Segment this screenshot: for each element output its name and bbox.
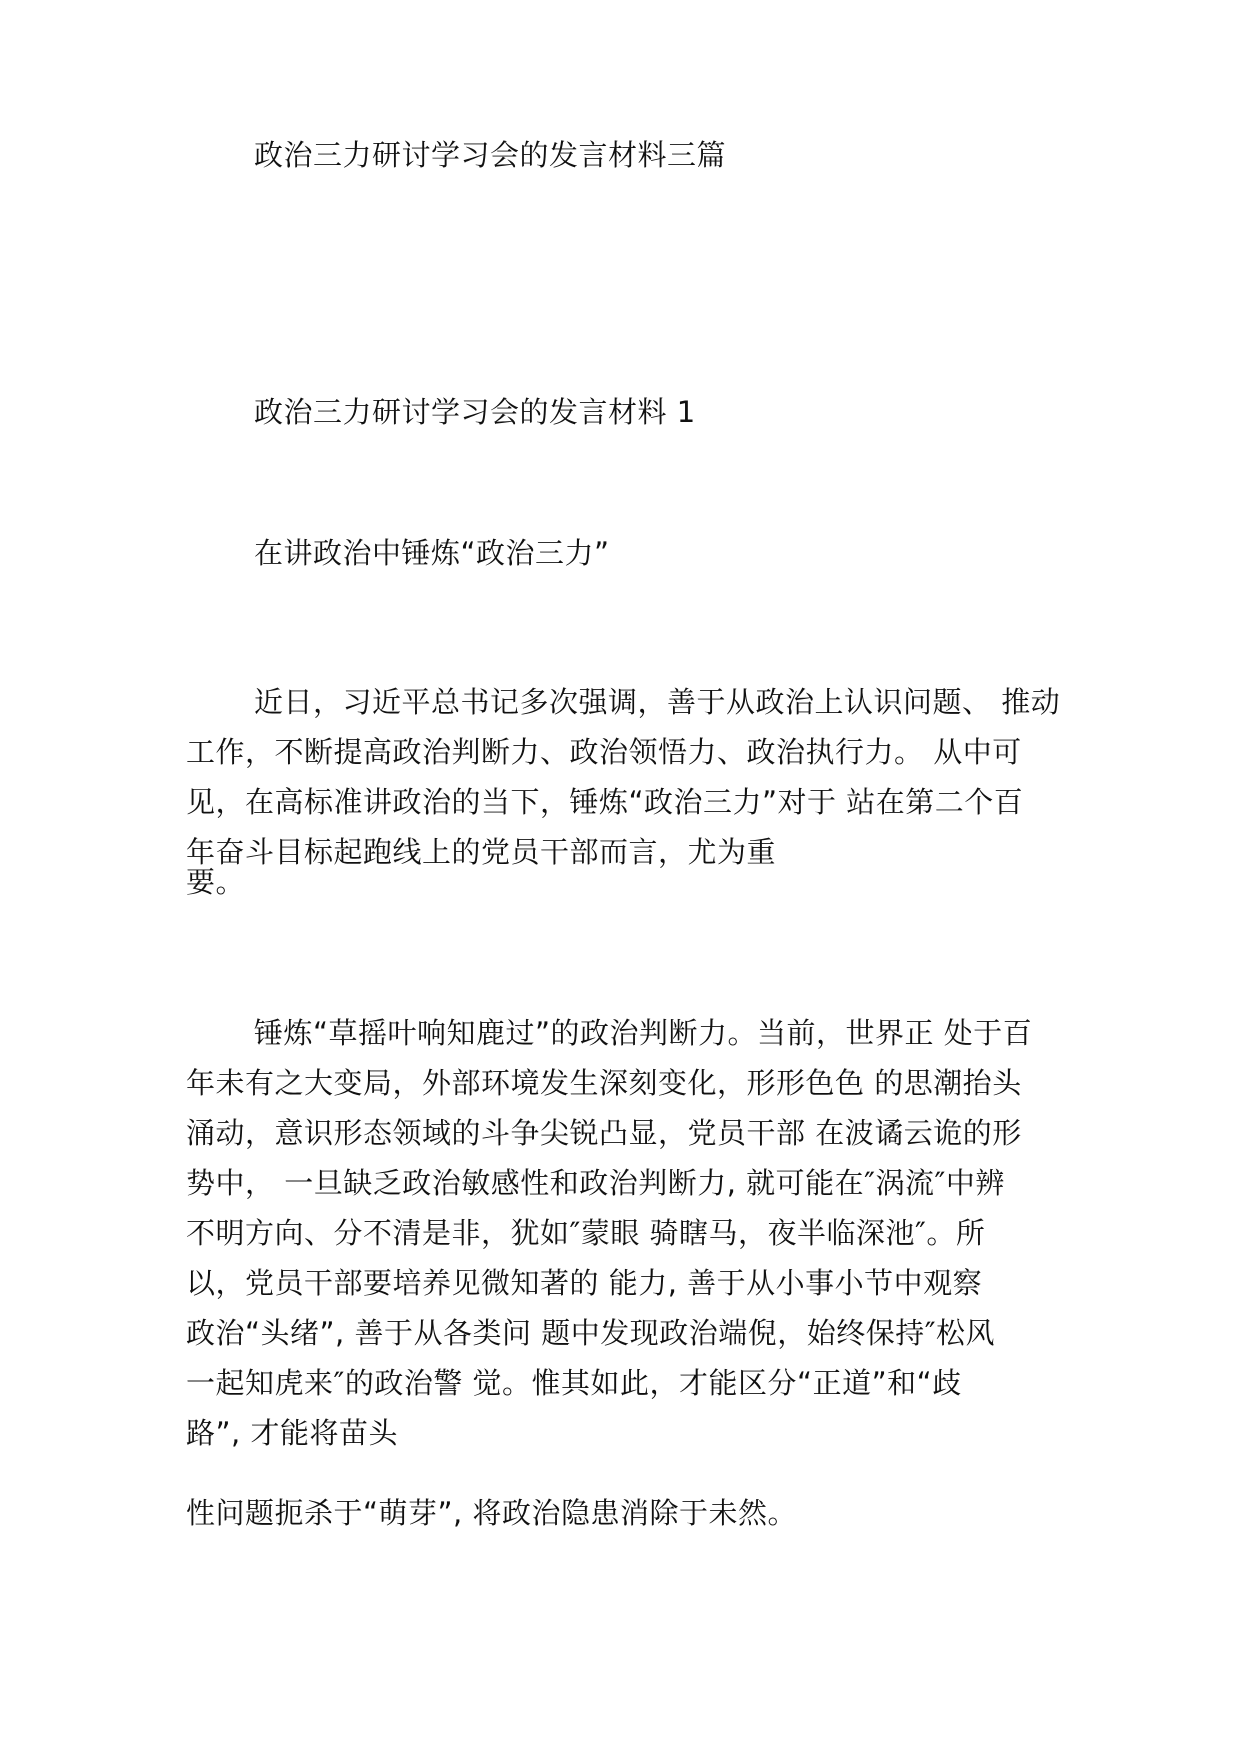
paragraph-2-line: 年未有之大变局，外部环境发生深刻变化，形形色色 的思潮抬头 <box>186 1066 1022 1100</box>
paragraph-2-line: 一起知虎来″的政治警 觉。惟其如此，才能区分“正道”和“歧 <box>186 1366 962 1400</box>
document-title: 政治三力研讨学习会的发言材料三篇 <box>254 138 727 172</box>
paragraph-2-line: 政治“头绪”, 善于从各类问 题中发现政治端倪，始终保持″松风 <box>186 1316 996 1350</box>
paragraph-2-line: 不明方向、分不清是非，犹如″蒙眼 骑瞎马，夜半临深池″。所 <box>186 1216 986 1250</box>
paragraph-2-line: 路”, 才能将苗头 <box>186 1416 398 1450</box>
paragraph-2-line: 锤炼“草摇叶响知鹿过”的政治判断力。当前，世界正 处于百 <box>254 1016 1033 1050</box>
paragraph-2-line: 涌动，意识形态领域的斗争尖锐凸显，党员干部 在波谲云诡的形 <box>186 1116 1022 1150</box>
paragraph-1-line: 见，在高标准讲政治的当下，锤炼“政治三力”对于 站在第二个百 <box>186 785 1024 819</box>
paragraph-1-line: 年奋斗目标起跑线上的党员干部而言，尤为重 <box>186 835 777 869</box>
subtitle: 在讲政治中锤炼“政治三力” <box>254 536 610 570</box>
paragraph-1-line: 近日，习近平总书记多次强调，善于从政治上认识问题、 推动 <box>254 685 1061 719</box>
paragraph-1-tail: 要。 <box>186 865 246 899</box>
paragraph-2-tail: 性问题扼杀于“萌芽”, 将政治隐患消除于未然。 <box>186 1496 797 1530</box>
paragraph-1 <box>186 677 1066 877</box>
paragraph-1-line: 工作，不断提高政治判断力、政治领悟力、政治执行力。 从中可 <box>186 735 1022 769</box>
paragraph-2-line: 势中， 一旦缺乏政治敏感性和政治判断力, 就可能在″涡流″中辨 <box>186 1166 1005 1200</box>
paragraph-2-line: 以，党员干部要培养见微知著的 能力, 善于从小事小节中观察 <box>186 1266 983 1300</box>
section-title: 政治三力研讨学习会的发言材料 1 <box>254 395 696 429</box>
paragraph-2 <box>186 1008 1066 1458</box>
